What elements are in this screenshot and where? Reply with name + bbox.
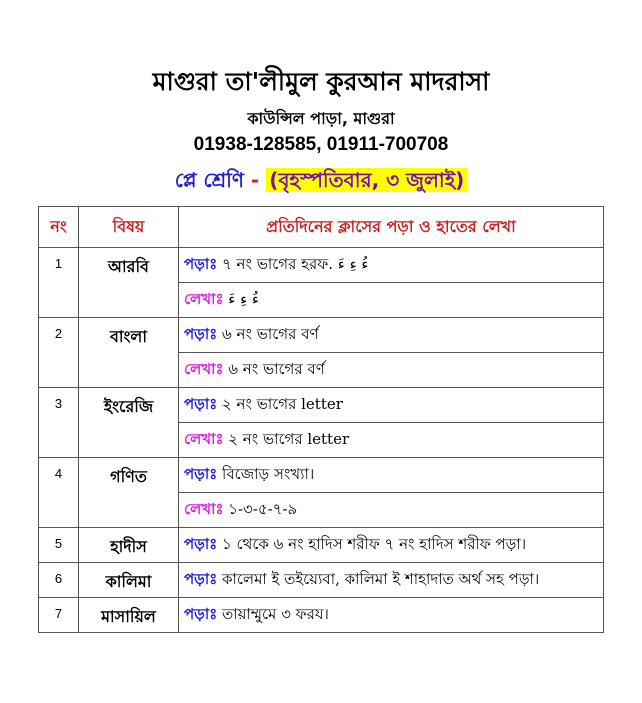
table-row bbox=[39, 528, 604, 563]
row-subject: কালিমা bbox=[79, 563, 179, 598]
reading-label: পড়াঃ bbox=[184, 569, 218, 588]
reading-label: পড়াঃ bbox=[184, 254, 218, 273]
reading-cell bbox=[179, 248, 604, 283]
class-separator: - bbox=[250, 168, 260, 192]
writing-label: লেখাঃ bbox=[184, 359, 224, 378]
writing-label: লেখাঃ bbox=[184, 289, 224, 308]
row-subject: হাদীস bbox=[79, 528, 179, 563]
row-subject: গণিত bbox=[79, 458, 179, 528]
row-number: 7 bbox=[39, 598, 79, 633]
routine-table bbox=[38, 206, 604, 633]
writing-text: ৬ নং ভাগের বর্ণ bbox=[228, 359, 325, 378]
row-subject: বাংলা bbox=[79, 318, 179, 388]
madrasa-title: মাগুরা তা'লীমুল কুরআন মাদরাসা bbox=[152, 67, 490, 96]
reading-text: বিজোড় সংখ্যা। bbox=[222, 464, 315, 483]
table-row bbox=[39, 388, 604, 423]
reading-text: ৭ নং ভাগের হরফ. ءُ ءِ ءَ bbox=[222, 254, 369, 273]
reading-cell bbox=[179, 318, 604, 353]
row-number: 5 bbox=[39, 528, 79, 563]
table-row bbox=[39, 598, 604, 633]
row-number: 6 bbox=[39, 563, 79, 598]
row-subject: মাসায়িল bbox=[79, 598, 179, 633]
header-number: নং bbox=[39, 207, 79, 248]
reading-cell bbox=[179, 598, 604, 633]
row-subject: ইংরেজি bbox=[79, 388, 179, 458]
row-number: 4 bbox=[39, 458, 79, 528]
writing-cell bbox=[179, 353, 604, 388]
reading-text: তায়াম্মুমে ৩ ফরয। bbox=[222, 604, 329, 623]
header-lesson: প্রতিদিনের ক্লাসের পড়া ও হাতের লেখা bbox=[179, 207, 604, 248]
writing-label: লেখাঃ bbox=[184, 499, 224, 518]
table-row bbox=[39, 318, 604, 353]
row-number: 2 bbox=[39, 318, 79, 388]
reading-text: কালেমা ই তইয়্যেবা, কালিমা ই শাহাদাত অর্থ সহ পড়া। bbox=[222, 569, 540, 588]
reading-label: পড়াঃ bbox=[184, 394, 218, 413]
madrasa-address: কাউন্সিল পাড়া, মাগুরা bbox=[247, 109, 395, 128]
reading-text: ২ নং ভাগের letter bbox=[222, 394, 343, 413]
class-heading bbox=[0, 166, 642, 199]
reading-label: পড়াঃ bbox=[184, 604, 218, 623]
reading-text: ৬ নং ভাগের বর্ণ bbox=[222, 324, 319, 343]
row-number: 1 bbox=[39, 248, 79, 318]
class-name: প্লে শ্রেণি bbox=[174, 168, 244, 192]
table-row bbox=[39, 248, 604, 283]
table-row bbox=[39, 563, 604, 598]
reading-label: পড়াঃ bbox=[184, 534, 218, 553]
writing-label: লেখাঃ bbox=[184, 429, 224, 448]
header-subject: বিষয় bbox=[79, 207, 179, 248]
writing-cell bbox=[179, 423, 604, 458]
reading-label: পড়াঃ bbox=[184, 324, 218, 343]
row-number: 3 bbox=[39, 388, 79, 458]
reading-cell bbox=[179, 563, 604, 598]
reading-text: ১ থেকে ৬ নং হাদিস শরীফ ৭ নং হাদিস শরীফ পড়া। bbox=[222, 534, 527, 553]
phone-numbers: 01938-128585, 01911-700708 bbox=[193, 134, 449, 155]
row-subject: আরবি bbox=[79, 248, 179, 318]
reading-cell bbox=[179, 458, 604, 493]
reading-label: পড়াঃ bbox=[184, 464, 218, 483]
writing-text: ১-৩-৫-৭-৯ bbox=[228, 499, 298, 518]
reading-cell bbox=[179, 388, 604, 423]
table-row bbox=[39, 458, 604, 493]
writing-cell bbox=[179, 493, 604, 528]
table-header-row bbox=[39, 207, 604, 248]
writing-text: ءُ ءِ ءَ bbox=[228, 289, 259, 308]
class-day: (বৃহস্পতিবার, ৩ জুলাই) bbox=[266, 168, 467, 192]
writing-text: ২ নং ভাগের letter bbox=[228, 429, 350, 448]
writing-cell bbox=[179, 283, 604, 318]
reading-cell bbox=[179, 528, 604, 563]
